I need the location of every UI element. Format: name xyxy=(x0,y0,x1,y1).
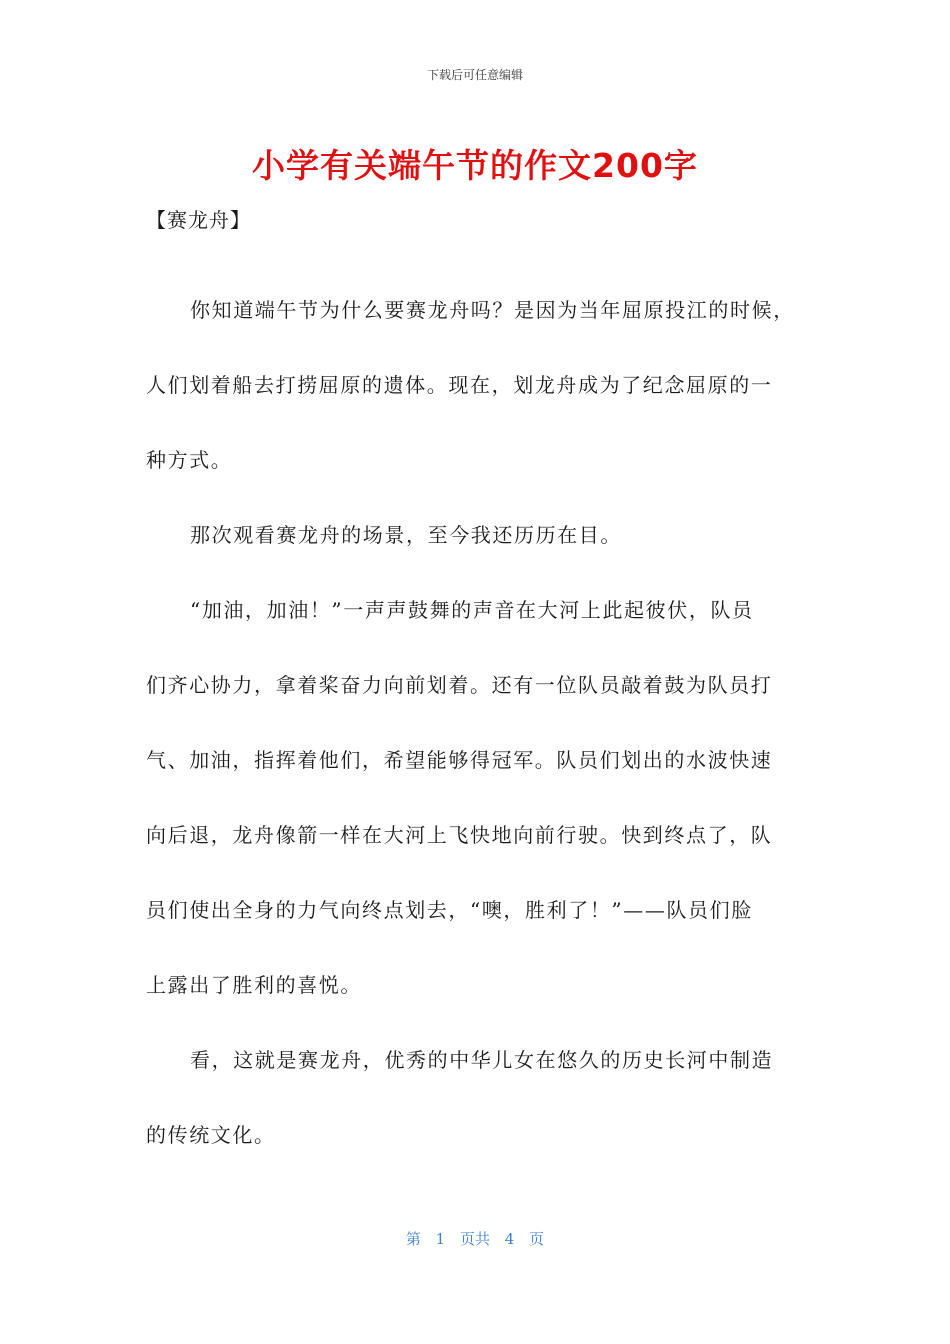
paragraph-line: 向后退，龙舟像箭一样在大河上飞快地向前行驶。快到终点了，队 xyxy=(146,823,773,847)
paragraph-line: 人们划着船去打捞屈原的遗体。现在，划龙舟成为了纪念屈原的一 xyxy=(146,373,773,397)
footer-prefix: 第 xyxy=(405,1230,421,1248)
paragraph-line: 员们使出全身的力气向终点划去，“噢，胜利了！”——队员们脸 xyxy=(146,898,753,922)
paragraph-line: 看，这就是赛龙舟，优秀的中华儿女在悠久的历史长河中制造 xyxy=(190,1048,774,1072)
page-footer xyxy=(0,1228,950,1249)
footer-current-page: 1 xyxy=(435,1230,446,1248)
footer-suffix: 页 xyxy=(529,1230,545,1248)
paragraph-line: 们齐心协力，拿着桨奋力向前划着。还有一位队员敲着鼓为队员打 xyxy=(146,673,773,697)
paragraph-line: 上露出了胜利的喜悦。 xyxy=(146,973,362,997)
paragraph xyxy=(146,498,796,573)
paragraph xyxy=(146,573,796,1023)
paragraph-line: “加油，加油！”一声声鼓舞的声音在大河上此起彼伏，队员 xyxy=(190,598,754,622)
section-heading: 【赛龙舟】 xyxy=(146,208,251,232)
paragraph xyxy=(146,1023,796,1173)
paragraph-line: 气、加油，指挥着他们，希望能够得冠军。队员们划出的水波快速 xyxy=(146,748,773,772)
paragraph-line: 的传统文化。 xyxy=(146,1123,276,1147)
paragraph-line: 种方式。 xyxy=(146,448,233,472)
paragraph-line: 那次观看赛龙舟的场景，至今我还历历在目。 xyxy=(190,523,622,547)
document-body xyxy=(146,200,796,1173)
paragraph xyxy=(146,273,796,498)
footer-middle: 页共 xyxy=(459,1230,490,1248)
header-note: 下载后可任意编辑 xyxy=(426,68,523,82)
footer-total-pages: 4 xyxy=(504,1230,515,1248)
document-title: 小学有关端午节的作文200字 xyxy=(252,146,698,185)
paragraph-line: 你知道端午节为什么要赛龙舟吗？是因为当年屈原投江的时候， xyxy=(190,298,795,322)
